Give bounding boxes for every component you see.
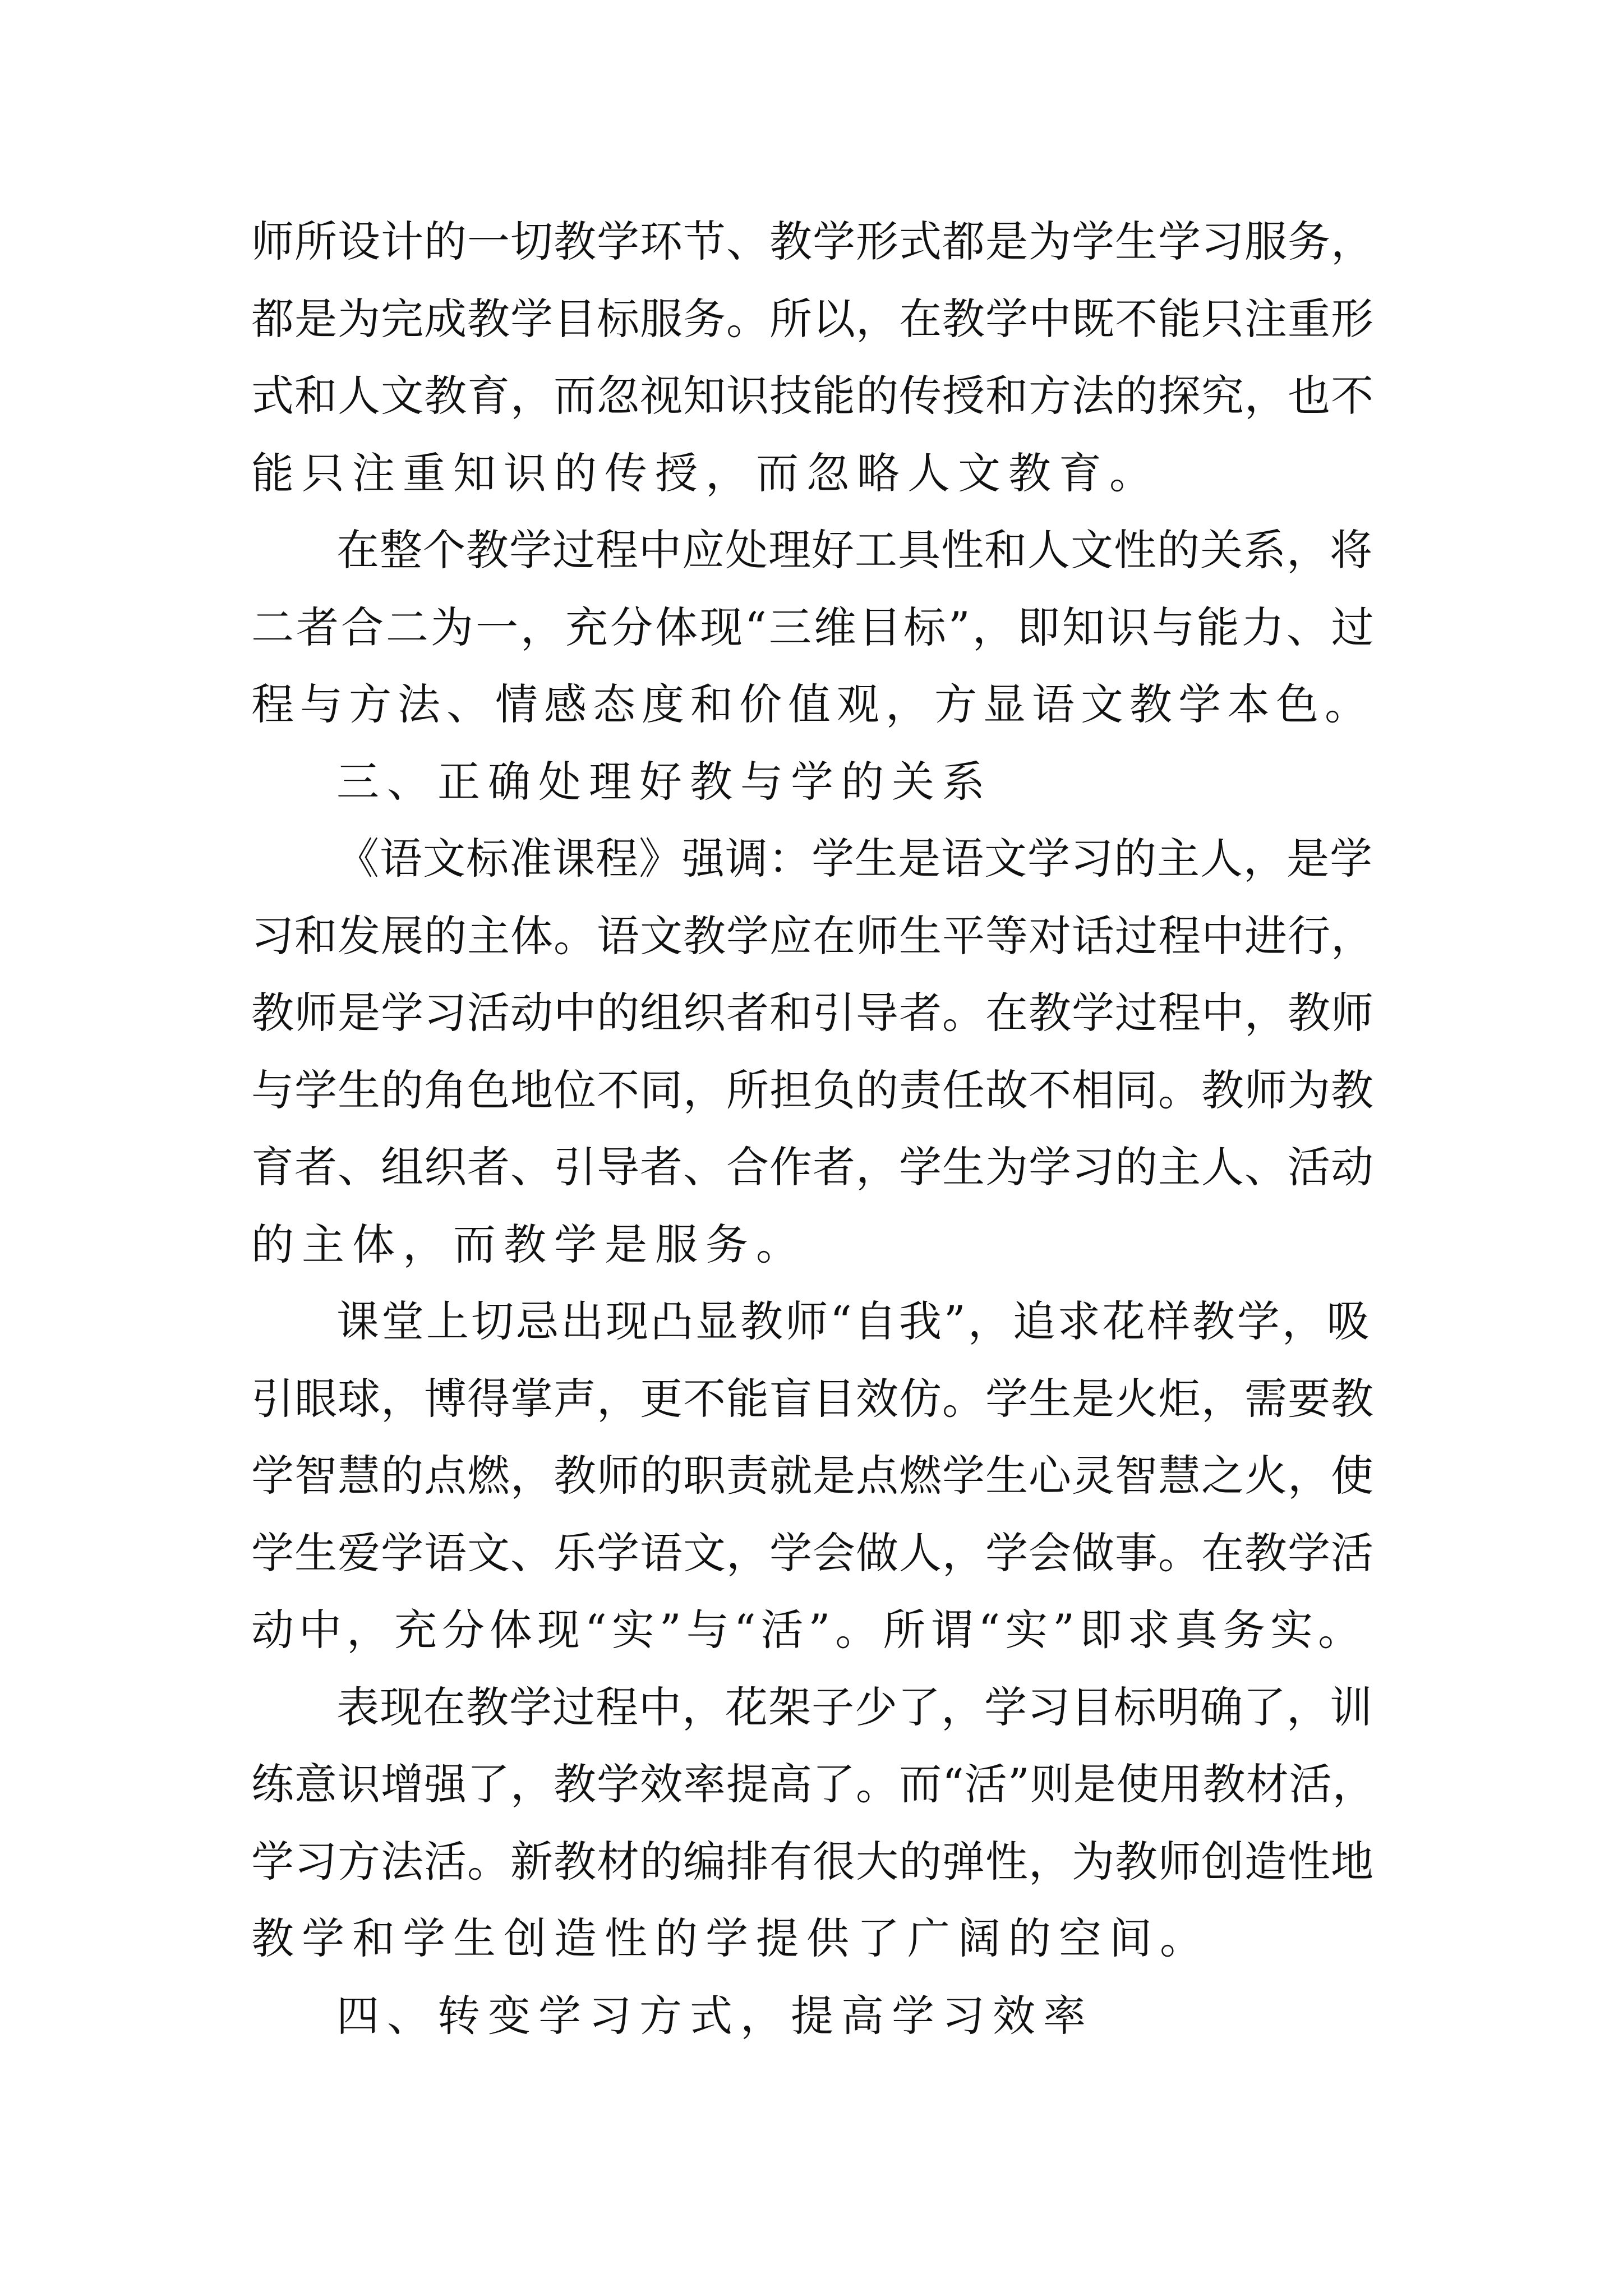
text-line: 师所设计的一切教学环节、教学形式都是为学生学习服务，	[251, 217, 1374, 266]
text-line: 育者、组织者、引导者、合作者，学生为学习的主人、活动	[251, 1142, 1374, 1192]
text-line: 都是为完成教学目标服务。所以，在教学中既不能只注重形	[251, 293, 1374, 344]
paragraph-start-line: 《语文标准课程》强调：学生是语文学习的主人，是学	[336, 834, 1373, 884]
text-line: 与学生的角色地位不同，所担负的责任故不相同。教师为教	[251, 1065, 1374, 1115]
text-line: 的主体，而教学是服务。	[251, 1219, 806, 1269]
text-line: 教学和学生创造性的学提供了广阔的空间。	[251, 1913, 1210, 1963]
text-line: 习和发展的主体。语文教学应在师生平等对话过程中进行，	[251, 910, 1374, 961]
text-line: 学智慧的点燃，教师的职责就是点燃学生心灵智慧之火，使	[251, 1451, 1374, 1501]
text-line: 练意识增强了，教学效率提高了。而“活”则是使用教材活，	[251, 1759, 1376, 1809]
section-heading: 四、转变学习方式，提高学习效率	[336, 1990, 1094, 2041]
text-line: 能只注重知识的传授，而忽略人文教育。	[251, 448, 1160, 498]
text-line: 动中，充分体现“实”与“活”。所谓“实”即求真务实。	[251, 1605, 1366, 1655]
paragraph-start-line: 表现在教学过程中，花架子少了，学习目标明确了，训	[336, 1682, 1373, 1732]
text-line: 学生爱学语文、乐学语文，学会做人，学会做事。在教学活	[251, 1527, 1374, 1578]
section-heading: 三、正确处理好教与学的关系	[336, 756, 993, 807]
document-body	[251, 203, 1378, 2054]
text-line: 程与方法、情感态度和价值观，方显语文教学本色。	[251, 679, 1373, 729]
text-line: 学习方法活。新教材的编排有很大的弹性，为教师创造性地	[251, 1836, 1374, 1887]
text-line: 教师是学习活动中的组织者和引导者。在教学过程中，教师	[251, 988, 1374, 1038]
text-line: 引眼球，博得掌声，更不能盲目效仿。学生是火炬，需要教	[251, 1373, 1374, 1424]
text-line: 式和人文教育，而忽视知识技能的传授和方法的探究，也不	[251, 371, 1374, 421]
text-line: 二者合二为一，充分体现“三维目标”，即知识与能力、过	[251, 602, 1376, 652]
paragraph-start-line: 课堂上切忌出现凸显教师“自我”，追求花样教学，吸	[336, 1296, 1372, 1346]
paragraph-start-line: 在整个教学过程中应处理好工具性和人文性的关系，将	[336, 525, 1373, 575]
